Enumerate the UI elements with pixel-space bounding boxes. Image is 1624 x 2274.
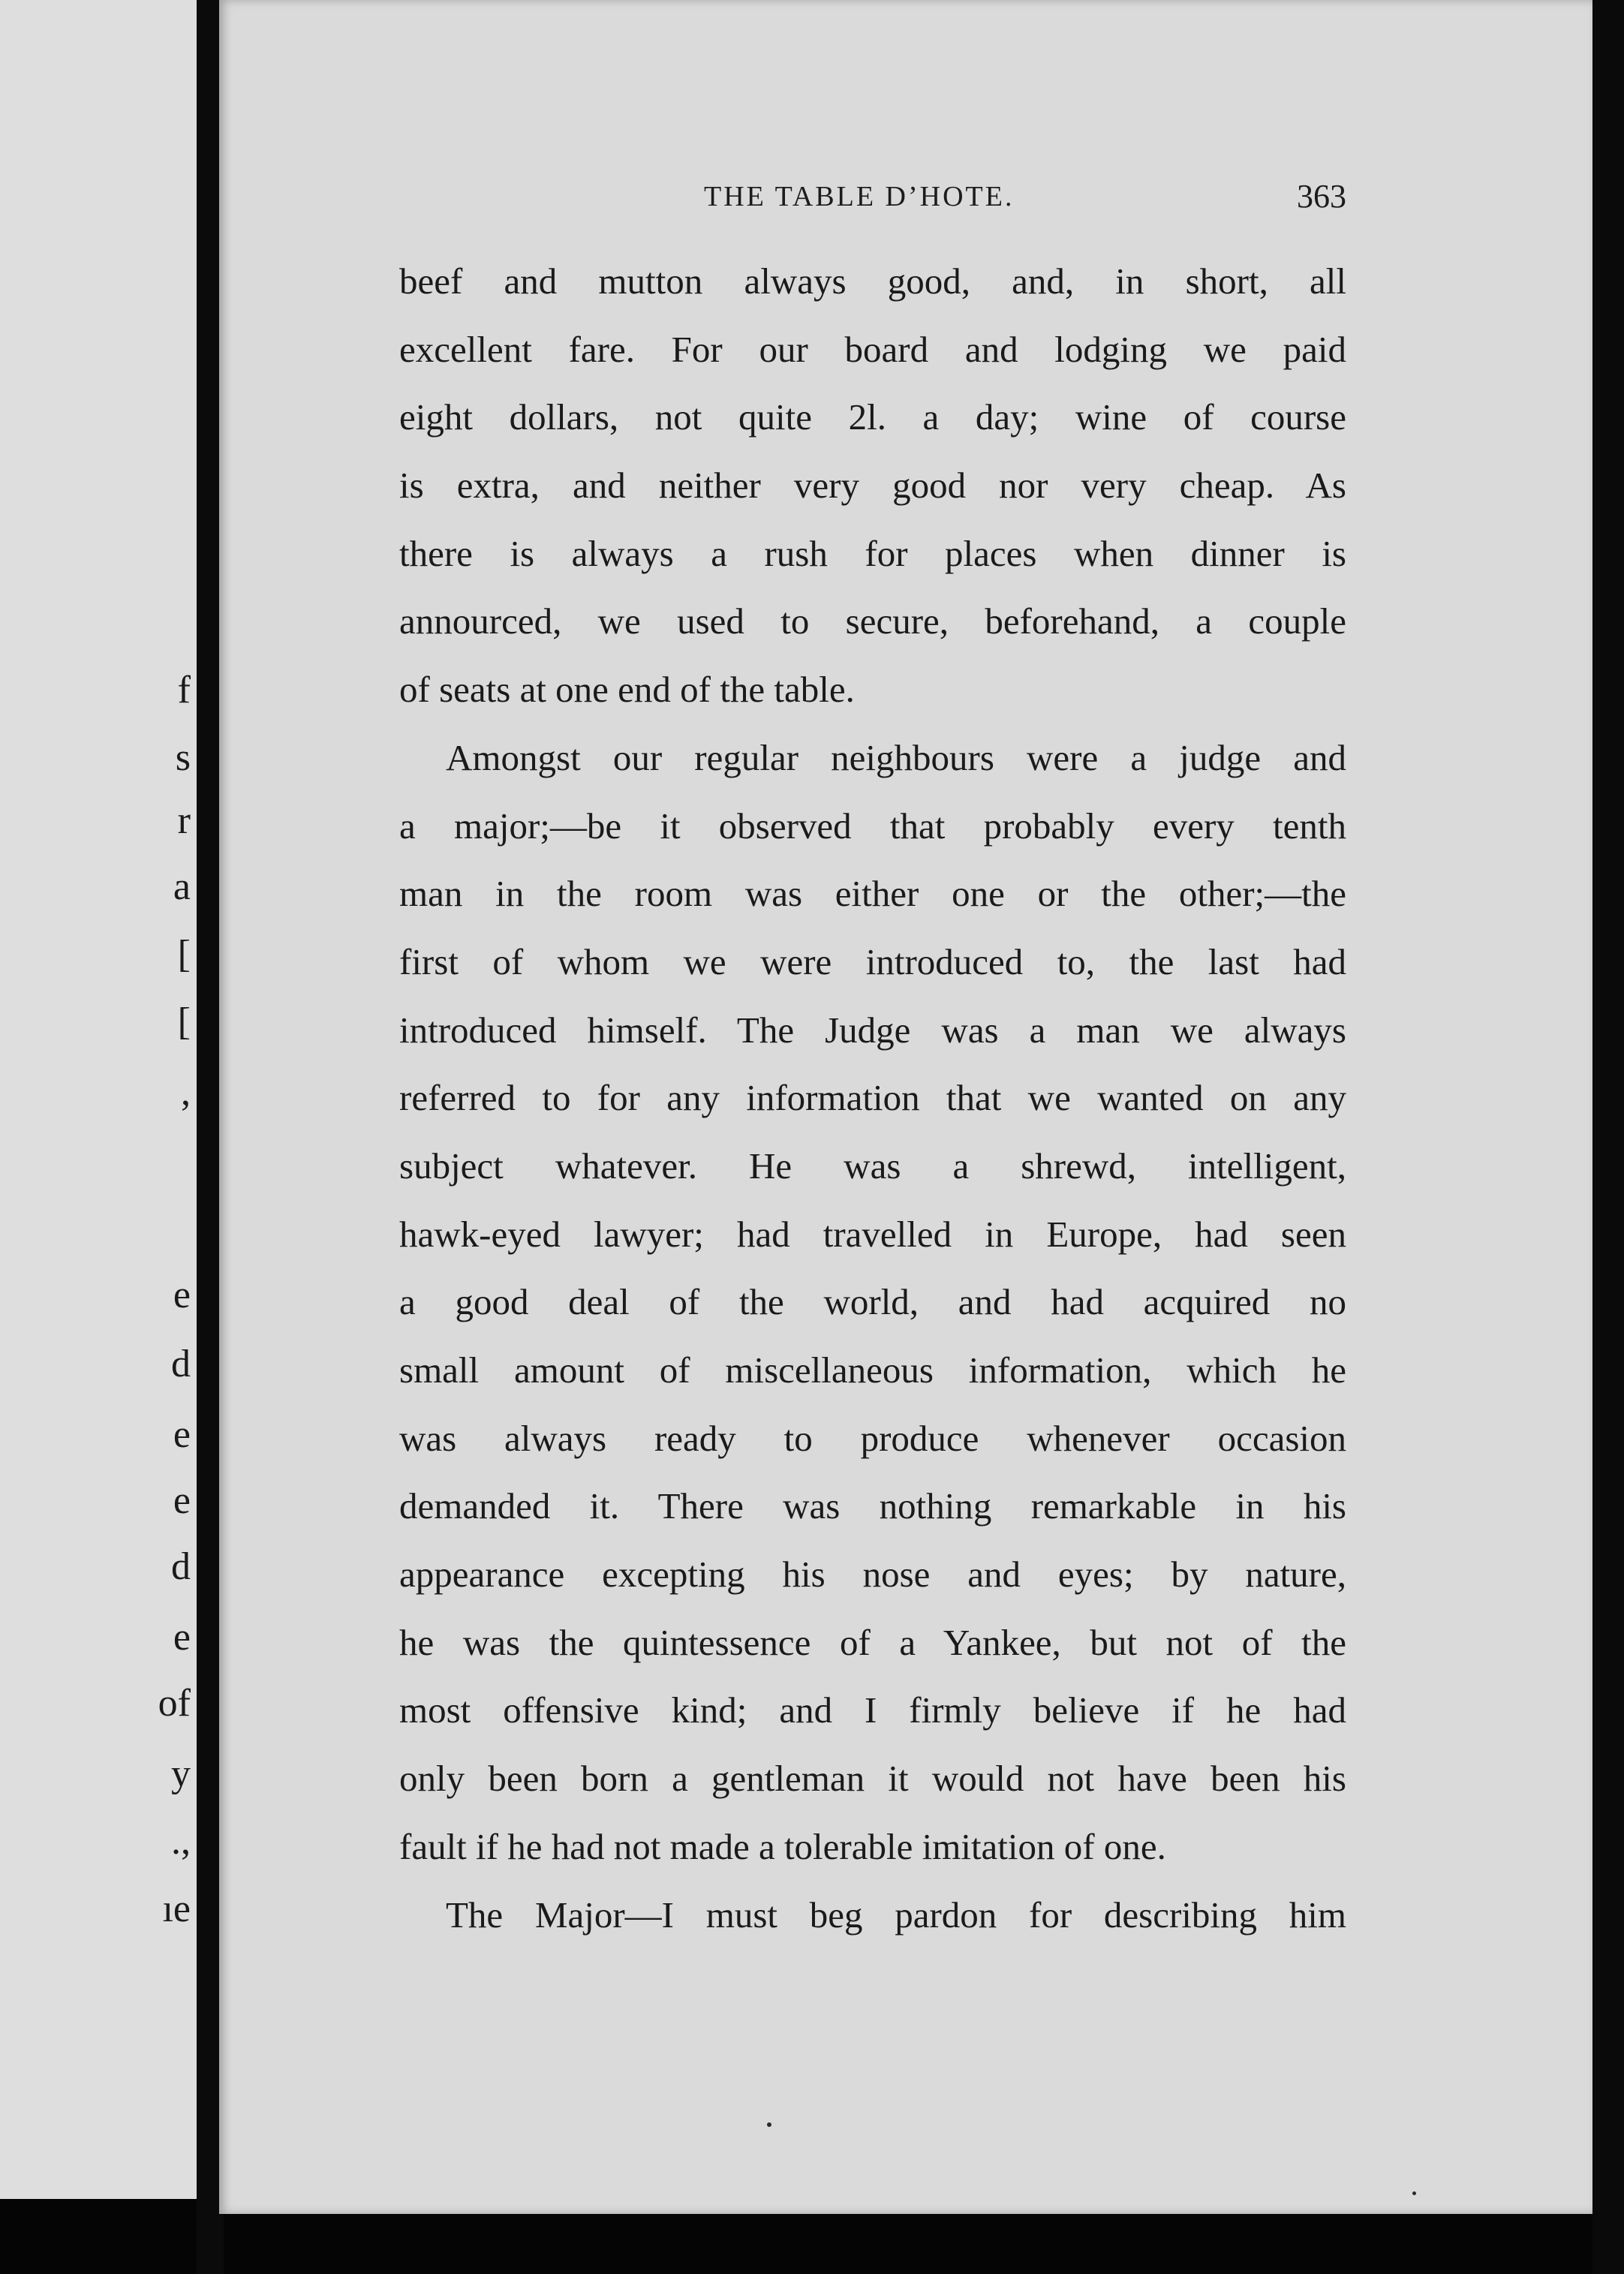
running-head: [399, 174, 1346, 219]
text-line: there is always a rush for places when dinner is: [399, 532, 1346, 574]
text-line: subject whatever. He was a shrewd, intelligent,: [399, 1145, 1346, 1187]
facing-page-fragment: f: [177, 669, 191, 711]
text-line: a major;—be it observed that probably every tenth: [399, 805, 1346, 847]
facing-page-fragment: e: [173, 1274, 191, 1316]
paragraph-start-line: The Major—I must beg pardon for describing him: [446, 1893, 1346, 1936]
text-line: a good deal of the world, and had acquired no: [399, 1281, 1346, 1323]
text-line: is extra, and neither very good nor very cheap. As: [399, 465, 1346, 507]
facing-page-fragment: ,: [181, 1071, 191, 1114]
facing-page-fragment: r: [177, 799, 191, 842]
facing-page-fragment: e: [173, 1616, 191, 1659]
facing-page-fragment: y: [171, 1752, 191, 1795]
running-title: THE TABLE D’HOTE.: [704, 181, 1015, 212]
text-line: man in the room was either one or the other;—the: [399, 873, 1346, 915]
text-line: first of whom we were introduced to, the last had: [399, 940, 1346, 982]
text-line: small amount of miscellaneous information, which he: [399, 1349, 1346, 1391]
paragraph-start-line: Amongst our regular neighbours were a judge and: [446, 736, 1346, 778]
facing-page-fragment: e: [173, 1413, 191, 1456]
text-line: demanded it. There was nothing remarkable in his: [399, 1485, 1346, 1527]
facing-page-fragment: [: [177, 933, 191, 976]
print-speck: [1412, 2191, 1416, 2195]
text-line: most offensive kind; and I firmly believe if he had: [399, 1689, 1346, 1731]
text-line: only been born a gentleman it would not have been his: [399, 1758, 1346, 1800]
facing-page-fragment: s: [175, 736, 191, 779]
facing-page-fragment: a: [173, 865, 191, 908]
text-line: introduced himself. The Judge was a man we always: [399, 1009, 1346, 1051]
text-line: he was the quintessence of a Yankee, but not of the: [399, 1621, 1346, 1663]
facing-page-fragment: .,: [171, 1820, 191, 1863]
scan-border: [1592, 0, 1624, 2274]
text-line: eight dollars, not quite 2l. a day; wine of course: [399, 396, 1346, 438]
text-line: excellent fare. For our board and lodging we paid: [399, 328, 1346, 370]
facing-page-fragment: d: [171, 1343, 191, 1385]
text-line: annourced, we used to secure, beforehand, a couple: [399, 600, 1346, 642]
print-speck: [767, 2122, 771, 2127]
facing-page-fragment: e: [173, 1479, 191, 1522]
text-line: of seats at one end of the table.: [399, 669, 855, 711]
text-line: referred to for any information that we wanted on any: [399, 1077, 1346, 1119]
text-line: beef and mutton always good, and, in short, all: [399, 260, 1346, 302]
text-line: was always ready to produce whenever occasion: [399, 1417, 1346, 1459]
page-number: 363: [1297, 178, 1346, 215]
body-text: [399, 248, 1346, 1949]
facing-page-edge: [0, 0, 197, 2199]
text-line: hawk-eyed lawyer; had travelled in Europe, had seen: [399, 1213, 1346, 1255]
facing-page-fragment: of: [158, 1682, 191, 1725]
text-line: fault if he had not made a tolerable imitation of one.: [399, 1825, 1166, 1867]
facing-page-fragment: [: [177, 1000, 191, 1043]
facing-page-fragment: ıe: [162, 1887, 191, 1930]
facing-page-fragment: d: [171, 1545, 191, 1588]
text-line: appearance excepting his nose and eyes; by nature,: [399, 1554, 1346, 1596]
